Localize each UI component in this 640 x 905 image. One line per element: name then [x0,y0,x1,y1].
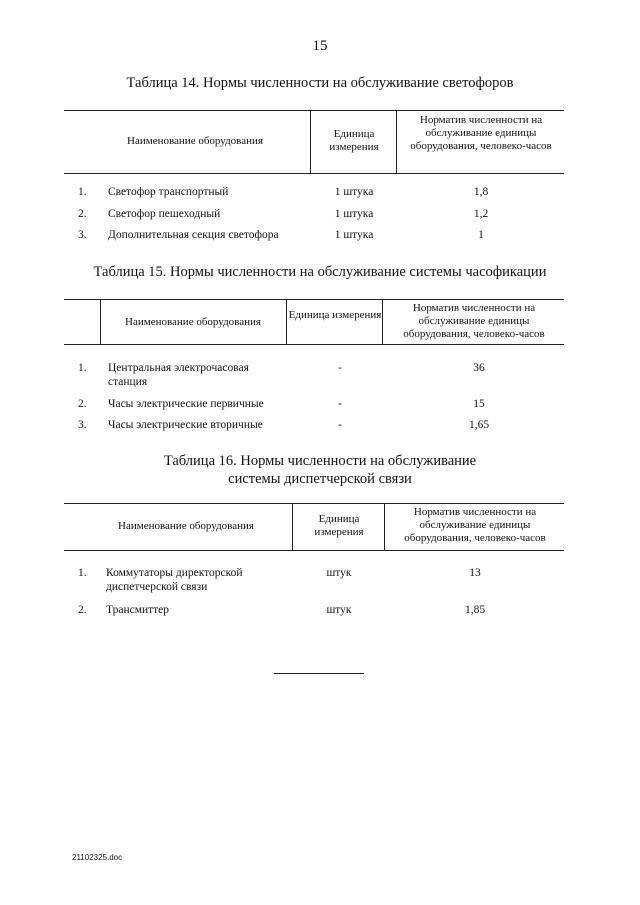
table-16-title-line2: системы диспетчерской связи [228,471,412,487]
table-16-header-rule [64,550,564,551]
table-14-header-rule [64,173,564,174]
table-15-col-divider [286,299,287,344]
norm-value: 1,65 [468,419,490,431]
row-number: 3. [78,419,87,431]
table-15-col-divider [382,299,383,344]
norm-value: 1 [478,229,484,241]
row-number: 3. [78,229,87,241]
norm-value: 1,8 [473,186,489,198]
unit-value: - [338,398,342,410]
unit-value: штук [326,604,352,616]
table-15-header-norm: Норматив численности на обслуживание единицы оборудования, человеко-часов [403,302,545,340]
table-15-title: Таблица 15. Нормы численности на обслуживание системы часофикации [93,264,547,280]
equipment-name: Светофор пешеходный [108,208,221,220]
table-16-header-unit: Единица измерения [314,513,364,538]
unit-value: - [338,419,342,431]
equipment-name: Часы электрические первичные [108,398,264,410]
unit-value: штук [326,567,352,579]
table-14-col-divider [396,110,397,173]
table-14-header-norm: Норматив численности на обслуживание единицы оборудования, человеко-часов [410,114,552,152]
table-16-top-rule [64,503,564,504]
unit-value: 1 штука [334,186,374,198]
equipment-name: Часы электрические вторичные [108,419,263,431]
row-number: 1. [78,567,87,579]
table-14-top-rule [64,110,564,111]
norm-value: 13 [469,567,481,579]
equipment-name: Светофор транспортный [108,186,229,198]
equipment-name: Дополнительная секция светофора [108,229,279,241]
table-16-col-divider [384,503,385,550]
unit-value: 1 штука [334,208,374,220]
table-16-title-line1: Таблица 16. Нормы численности на обслуживание [163,453,477,469]
table-14-header-name: Наименование оборудования [127,135,263,147]
table-15-header-unit: Единица измерения [288,309,382,321]
table-15-top-rule [64,299,564,300]
norm-value: 1,85 [464,604,486,616]
table-15-header-rule [64,344,564,345]
row-number: 2. [78,208,87,220]
table-14-col-divider [310,110,311,173]
table-16-header-name: Наименование оборудования [118,520,254,532]
table-14-title: Таблица 14. Нормы численности на обслуживание светофоров [126,75,514,91]
table-16-header-norm: Норматив численности на обслуживание единицы оборудования, человеко-часов [404,506,546,544]
unit-value: 1 штука [334,229,374,241]
row-number: 2. [78,604,87,616]
end-rule [274,673,364,674]
footer-filename: 21102325.doc [72,853,123,862]
row-number: 2. [78,398,87,410]
page-number: 15 [312,38,328,54]
row-number: 1. [78,186,87,198]
table-15-header-name: Наименование оборудования [125,316,261,328]
unit-value: - [338,362,342,374]
norm-value: 1,2 [473,208,489,220]
equipment-name: Коммутаторы директорской диспетчерской связи [106,567,243,593]
equipment-name: Трансмиттер [106,604,170,616]
equipment-name: Центральная электрочасовая станция [108,362,249,388]
norm-value: 15 [473,398,485,410]
table-16-col-divider [292,503,293,550]
table-14-header-unit: Единица измерения [329,128,379,153]
norm-value: 36 [473,362,485,374]
row-number: 1. [78,362,87,374]
